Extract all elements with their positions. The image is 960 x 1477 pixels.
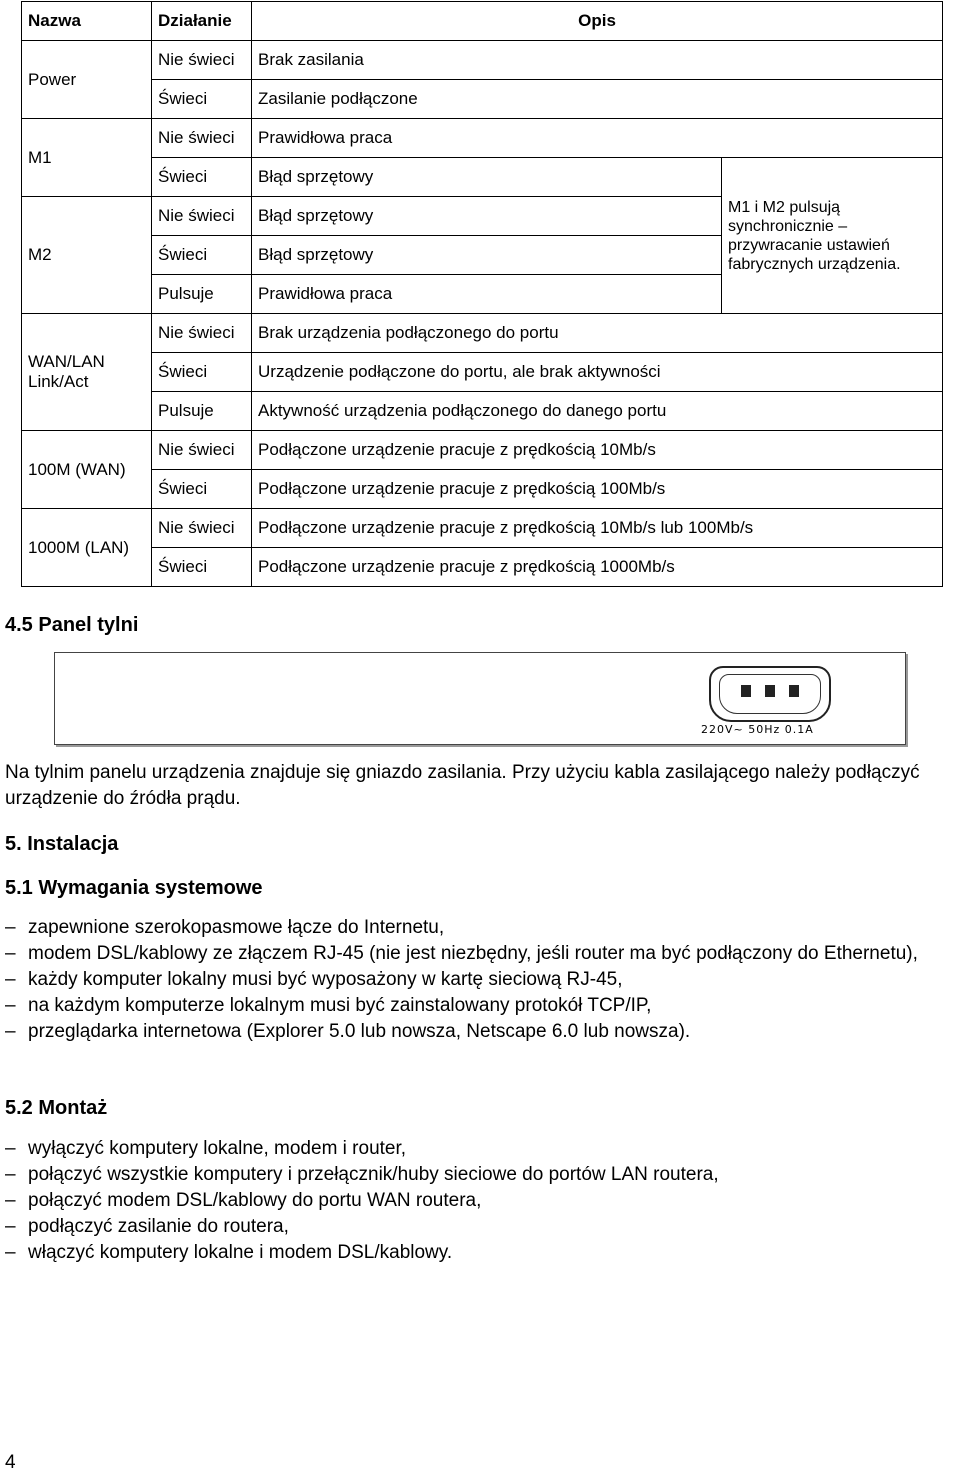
led-action: Nie świeci: [152, 509, 252, 548]
header-description: Opis: [252, 2, 943, 41]
list-item: – na każdym komputerze lokalnym musi być zainstalowany protokół TCP/IP,: [5, 993, 960, 1019]
list-item: – połączyć wszystkie komputery i przełącznik/huby sieciowe do portów LAN routera,: [5, 1162, 960, 1188]
led-name: Power: [22, 41, 152, 119]
list-item: – zapewnione szerokopasmowe łącze do Internetu,: [5, 915, 960, 941]
section-heading: 5.1 Wymagania systemowe: [5, 877, 263, 899]
m1-m2-note: M1 i M2 pulsują synchronicznie – przywracanie ustawień fabrycznych urządzenia.: [722, 158, 943, 314]
header-action: Działanie: [152, 2, 252, 41]
led-name: M2: [22, 197, 152, 314]
led-description: Urządzenie podłączone do portu, ale brak aktywności: [252, 353, 943, 392]
rear-panel-image: [54, 652, 906, 745]
rear-panel-paragraph: Na tylnim panelu urządzenia znajduje się gniazdo zasilania. Przy użyciu kabla zasilającego należy podłączyć urządzenie do źródła prądu.: [5, 762, 920, 809]
led-description: Błąd sprzętowy: [252, 197, 722, 236]
list-item: – włączyć komputery lokalne i modem DSL/kablowy.: [5, 1240, 960, 1266]
section-heading: 5. Instalacja: [5, 833, 119, 855]
page-number: 4: [5, 1452, 16, 1473]
list-item: – wyłączyć komputery lokalne, modem i router,: [5, 1136, 960, 1162]
list-item: – podłączyć zasilanie do routera,: [5, 1214, 960, 1240]
power-socket-icon: [709, 666, 831, 722]
led-action: Nie świeci: [152, 431, 252, 470]
led-description: Brak urządzenia podłączonego do portu: [252, 314, 943, 353]
led-action: Świeci: [152, 470, 252, 509]
list-item: – każdy komputer lokalny musi być wyposażony w kartę sieciową RJ-45,: [5, 967, 960, 993]
led-description: Podłączone urządzenie pracuje z prędkością 10Mb/s lub 100Mb/s: [252, 509, 943, 548]
led-action: Świeci: [152, 236, 252, 275]
section-heading: 4.5 Panel tylni: [5, 614, 139, 636]
led-description: Prawidłowa praca: [252, 119, 943, 158]
installation-list: [5, 1136, 960, 1266]
led-action: Nie świeci: [152, 119, 252, 158]
led-action: Świeci: [152, 548, 252, 587]
led-description: Prawidłowa praca: [252, 275, 722, 314]
list-item: – przeglądarka internetowa (Explorer 5.0 lub nowsza, Netscape 6.0 lub nowsza).: [5, 1019, 960, 1045]
led-action: Świeci: [152, 80, 252, 119]
led-description: Podłączone urządzenie pracuje z prędkością 100Mb/s: [252, 470, 943, 509]
led-action: Nie świeci: [152, 41, 252, 80]
led-action: Pulsuje: [152, 275, 252, 314]
led-description: Błąd sprzętowy: [252, 236, 722, 275]
led-description: Brak zasilania: [252, 41, 943, 80]
led-name: 100M (WAN): [22, 431, 152, 509]
list-item: – połączyć modem DSL/kablowy do portu WAN routera,: [5, 1188, 960, 1214]
header-name: Nazwa: [22, 2, 152, 41]
led-name: WAN/LAN Link/Act: [22, 314, 152, 431]
led-description: Aktywność urządzenia podłączonego do danego portu: [252, 392, 943, 431]
led-status-table: [21, 1, 943, 587]
section-heading: 5.2 Montaż: [5, 1097, 108, 1119]
led-name: 1000M (LAN): [22, 509, 152, 587]
led-name: M1: [22, 119, 152, 197]
led-action: Nie świeci: [152, 314, 252, 353]
led-action: Świeci: [152, 158, 252, 197]
led-action: Pulsuje: [152, 392, 252, 431]
led-description: Błąd sprzętowy: [252, 158, 722, 197]
led-description: Podłączone urządzenie pracuje z prędkością 1000Mb/s: [252, 548, 943, 587]
led-action: Świeci: [152, 353, 252, 392]
led-description: Podłączone urządzenie pracuje z prędkością 10Mb/s: [252, 431, 943, 470]
panel-rating-label: 220V~ 50Hz 0.1A: [701, 723, 814, 736]
led-description: Zasilanie podłączone: [252, 80, 943, 119]
requirements-list: [5, 915, 960, 1045]
led-action: Nie świeci: [152, 197, 252, 236]
list-item: – modem DSL/kablowy ze złączem RJ-45 (nie jest niezbędny, jeśli router ma być podłączony do Ethernetu),: [5, 941, 960, 967]
